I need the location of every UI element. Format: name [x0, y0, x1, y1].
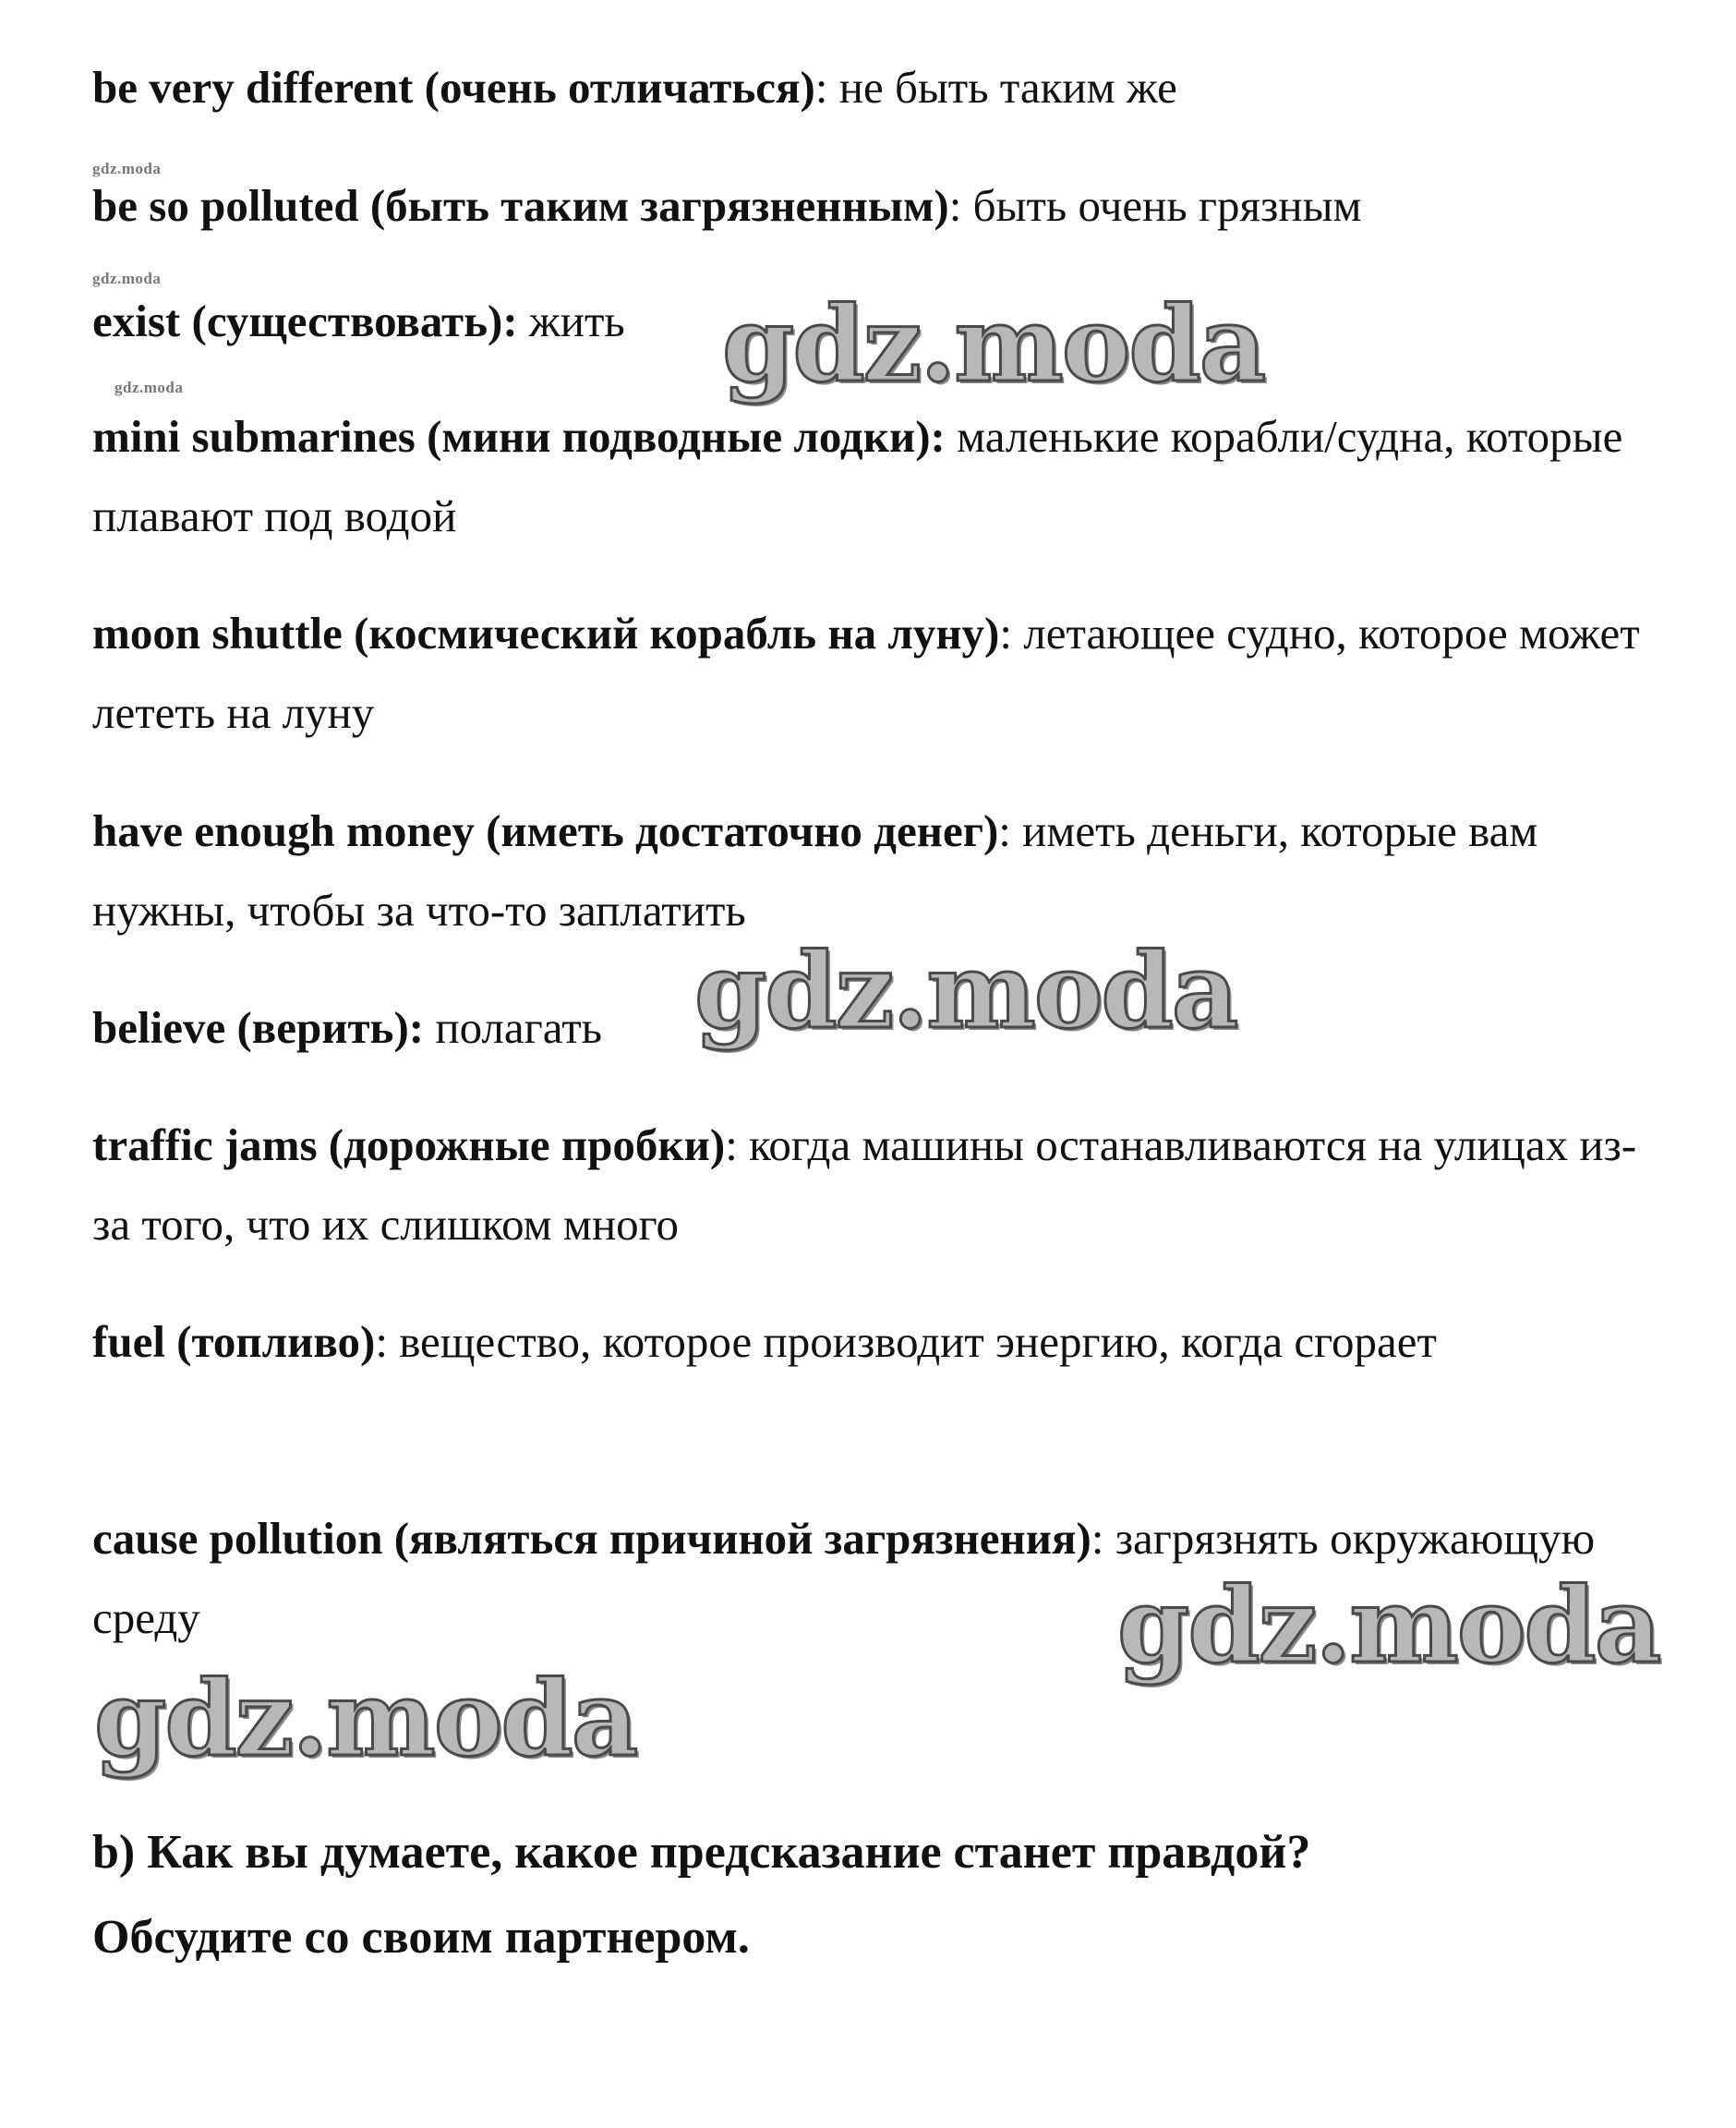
entry-have-enough-money — [92, 792, 1662, 950]
entry-moon-shuttle — [92, 594, 1662, 753]
watermark-large: gdz.moda — [1117, 1566, 1660, 1687]
entry-traffic-jams — [92, 1106, 1662, 1264]
watermark-small: gdz.moda — [115, 379, 184, 396]
entry-definition: полагать — [435, 1002, 602, 1053]
question-line-2: Обсудите со своим партнером. — [92, 1911, 750, 1964]
entry-term: be very different (очень отличаться) — [92, 62, 815, 113]
question-text — [92, 1810, 1662, 1980]
entry-separator: : — [725, 1119, 750, 1170]
entry-term: be so polluted (быть таким загрязненным) — [92, 180, 949, 231]
entry-definition: вещество, которое производит энергию, когда сгорает — [399, 1316, 1437, 1367]
entry-term: have enough money (иметь достаточно денег) — [92, 805, 999, 856]
entry-separator — [424, 1002, 435, 1053]
watermark-small: gdz.moda — [92, 270, 162, 287]
entry-be-very-different — [92, 48, 1662, 127]
entry-definition: загрязнять окружающую среду — [92, 1513, 1596, 1643]
entry-term: believe (верить): — [92, 1002, 425, 1053]
entry-exist — [92, 282, 1662, 361]
entry-cause-pollution — [92, 1499, 1662, 1658]
entry-separator: : — [948, 180, 973, 231]
entry-term: mini submarines (мини подводные лодки): — [92, 411, 946, 462]
entry-separator — [518, 296, 529, 346]
entry-definition: когда машины останавливаются на улицах из-за того, что их слишком много — [92, 1119, 1637, 1250]
entry-term: traffic jams (дорожные пробки) — [92, 1119, 726, 1170]
entry-definition: быть очень грязным — [972, 180, 1362, 231]
entry-definition: не быть таким же — [838, 62, 1177, 113]
entry-fuel — [92, 1302, 1662, 1382]
entry-term: moon shuttle (космический корабль на луну) — [92, 608, 1000, 659]
entry-term: exist (существовать): — [92, 296, 518, 346]
entry-separator: : — [999, 608, 1024, 659]
entry-be-so-polluted — [92, 166, 1662, 246]
watermark-large: gdz.moda — [94, 1659, 637, 1780]
watermark-small: gdz.moda — [92, 160, 162, 177]
entry-definition: иметь деньги, которые вам нужны, чтобы за что-то заплатить — [92, 805, 1538, 936]
entry-separator: : — [375, 1316, 400, 1367]
entry-separator: : — [814, 62, 839, 113]
entry-definition: летающее судно, которое может лететь на луну — [92, 608, 1640, 738]
entry-separator — [946, 411, 957, 462]
entry-term: fuel (топливо) — [92, 1316, 376, 1367]
entry-mini-submarines — [92, 397, 1662, 556]
question-line-1: b) Как вы думаете, какое предсказание станет правдой? — [92, 1826, 1311, 1879]
watermark-large: gdz.moda — [694, 931, 1237, 1052]
watermark-large: gdz.moda — [722, 284, 1265, 405]
entry-separator: : — [998, 805, 1023, 856]
entry-term: cause pollution (являться причиной загрязнения) — [92, 1513, 1091, 1564]
entry-separator: : — [1091, 1513, 1115, 1564]
entry-believe — [92, 988, 1662, 1068]
entry-definition: жить — [528, 296, 625, 346]
entry-definition: маленькие корабли/судна, которые плавают под водой — [92, 411, 1623, 541]
